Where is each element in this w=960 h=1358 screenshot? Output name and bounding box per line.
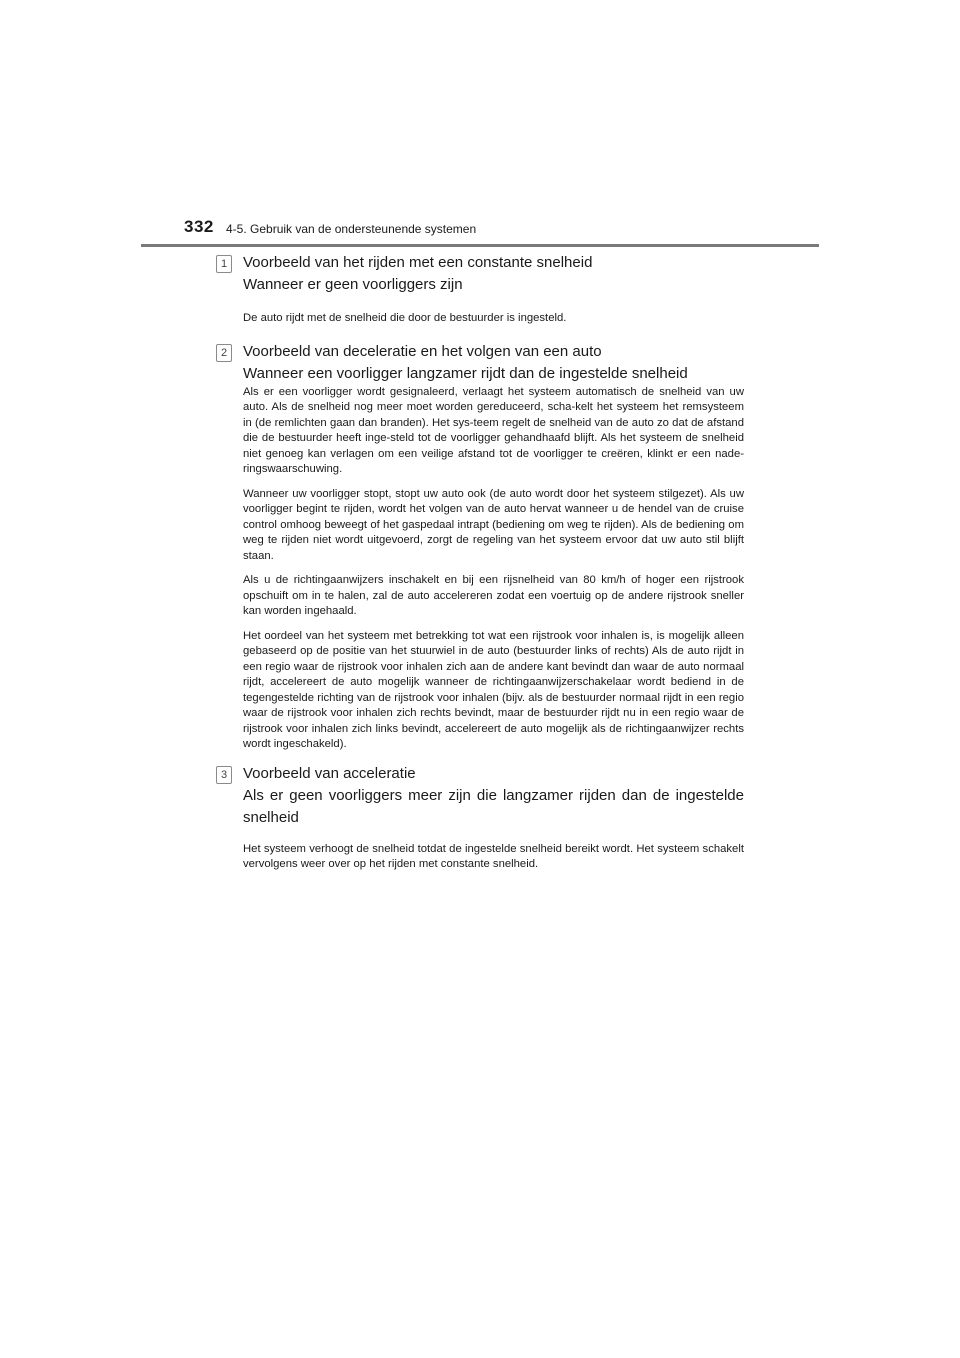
item-paragraph: Het oordeel van het systeem met betrekking tot wat een rijstrook voor inhalen is, is mogelijk alleen gebaseerd op de positie van het stuurwiel in de auto (bestuurder links of rechts) Als de auto rijdt in een regio waar de rijstrook voor inhalen zich aan de andere kant bevindt dan waar de auto normaal rijdt, accelereert de auto mogelijk wanneer de richtingaanwijzerschakelaar wordt bediend in de tegengestelde richting van de rijstrook voor inhalen (bijv. als de bestuurder normaal rijdt in een regio waar de rijstrook voor inhalen zich rechts bevindt, maar de bestuurder rijdt nu in een regio waar de rijstrook voor inhalen zich links bevindt, accelereert de auto mogelijk als de richtingaanwijzer rechts wordt ingeschakeld).: [243, 629, 744, 750]
item-subheading: Wanneer een voorligger langzamer rijdt dan de ingestelde snelheid: [243, 364, 688, 382]
item-paragraph: Wanneer uw voorligger stopt, stopt uw auto ook (de auto wordt door het systeem stilgezet). Als uw voorligger begint te rijden, wordt het volgen van de auto hervat wanneer u de hendel van de cruise control omhoog beweegt of het gaspedaal intrapt (bediening om weg te rijden). Als de bediening om weg te rijden niet wordt uitgevoerd, zorgt de regeling van het systeem ervoor dat uw auto stil blijft staan.: [243, 487, 744, 562]
item-number-badge: 2: [216, 344, 232, 362]
header-divider: [141, 244, 819, 247]
item-subheading: Wanneer er geen voorliggers zijn: [243, 276, 463, 293]
item-paragraph: Het systeem verhoogt de snelheid totdat de ingestelde snelheid bereikt wordt. Het systeem schakelt vervolgens weer over op het rijden met constante snelheid.: [243, 842, 744, 870]
item-number-badge: 1: [216, 255, 232, 273]
page-number: 332: [184, 217, 214, 236]
item-heading: Voorbeeld van acceleratie: [243, 764, 416, 782]
item-number-badge: 3: [216, 766, 232, 784]
item-paragraph: Als u de richtingaanwijzers inschakelt en bij een rijsnelheid van 80 km/h of hoger een rijstrook opschuift om in te halen, zal de auto accelereren zodat een voertuig op de andere rijstrook sneller kan worden ingehaald.: [243, 574, 744, 617]
item-paragraph: Als er een voorligger wordt gesignaleerd, verlaagt het systeem automatisch de snelheid van uw auto. Als de snelheid nog meer moet worden gereduceerd, scha-kelt het systeem het remsysteem in (de remlichten gaan dan branden). Het sys-teem regelt de snelheid van de auto zo dat de afstand die de bestuurder heeft inge-steld tot de voorligger gehandhaafd blijft. Als het systeem de snelheid niet genoeg kan verlagen om een veilige afstand tot de voorligger te creëren, klinkt er een nade-ringswaarschuwing.: [243, 385, 744, 475]
section-title: 4-5. Gebruik van de ondersteunende systemen: [226, 222, 477, 236]
item-heading: Voorbeeld van het rijden met een constante snelheid: [243, 254, 593, 271]
example-item-acceleration: [216, 763, 744, 873]
item-heading: Voorbeeld van deceleratie en het volgen van een auto: [243, 342, 602, 360]
page-content: [216, 252, 744, 873]
item-subheading: Als er geen voorliggers meer zijn die langzamer rijden dan de ingestelde snelheid: [243, 786, 744, 826]
example-item-deceleration: [216, 341, 744, 753]
example-item-constant-speed: [216, 252, 744, 327]
item-paragraph: De auto rijdt met de snelheid die door de bestuurder is ingesteld.: [243, 312, 567, 324]
